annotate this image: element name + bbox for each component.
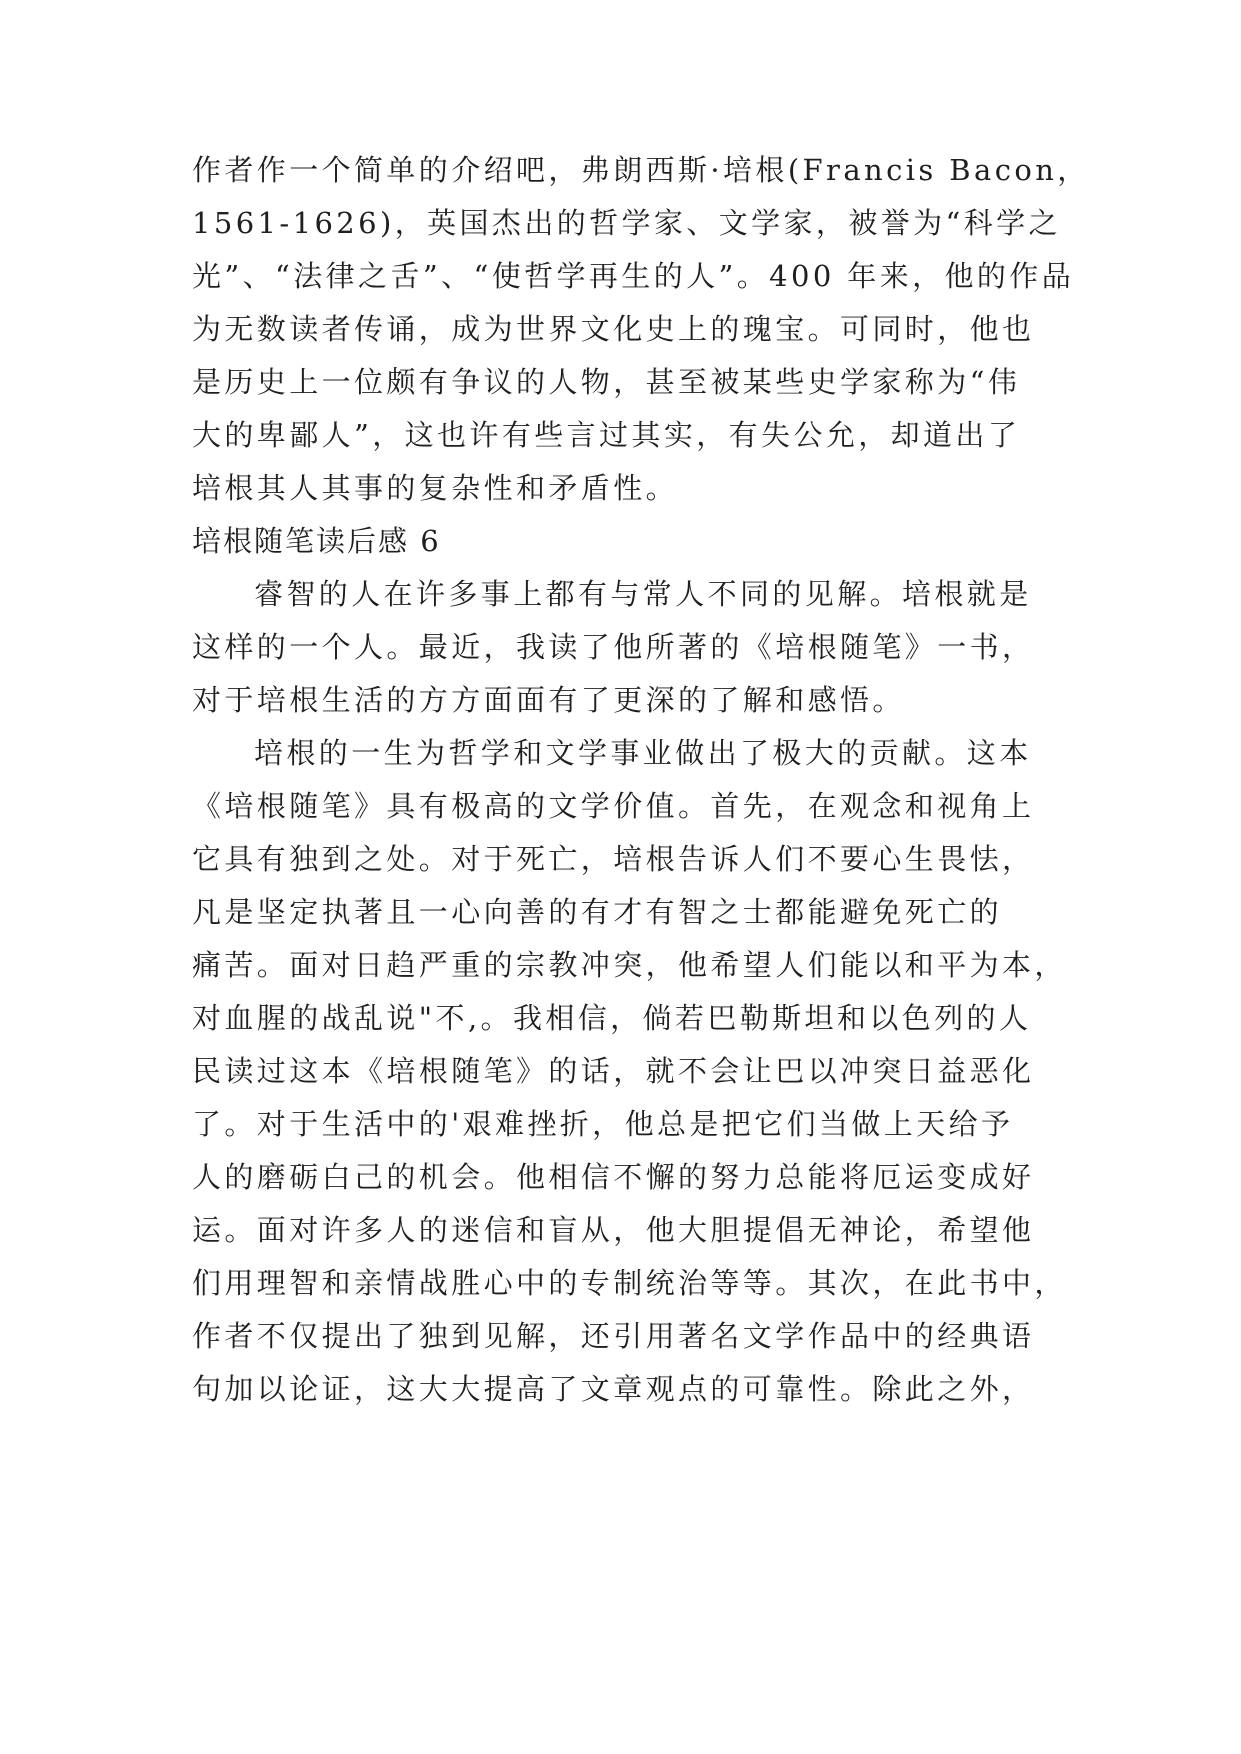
section-heading: 培根随笔读后感 6 bbox=[192, 524, 441, 558]
paragraph-line: 对血腥的战乱说"不,。我相信，倘若巴勒斯坦和以色列的人 bbox=[192, 1001, 1032, 1035]
paragraph-line: 这样的一个人。最近，我读了他所著的《培根随笔》一书， bbox=[192, 630, 1035, 664]
paragraph-line: 为无数读者传诵，成为世界文化史上的瑰宝。可同时，他也 bbox=[192, 312, 1035, 346]
paragraph-line: 是历史上一位颇有争议的人物，甚至被某些史学家称为“伟 bbox=[192, 365, 1021, 399]
paragraph-line: 句加以论证，这大大提高了文章观点的可靠性。除此之外， bbox=[192, 1372, 1035, 1406]
paragraph-line: 了。对于生活中的'艰难挫折，他总是把它们当做上天给予 bbox=[192, 1107, 1014, 1141]
paragraph-line: 培根的一生为哲学和文学事业做出了极大的贡献。这本 bbox=[254, 736, 1032, 770]
paragraph-line: 运。面对许多人的迷信和盲从，他大胆提倡无神论，希望他 bbox=[192, 1213, 1035, 1247]
paragraph-line: 它具有独到之处。对于死亡，培根告诉人们不要心生畏怯， bbox=[192, 842, 1035, 876]
paragraph-line: 民读过这本《培根随笔》的话，就不会让巴以冲突日益恶化 bbox=[192, 1054, 1035, 1088]
paragraph-line: 睿智的人在许多事上都有与常人不同的见解。培根就是 bbox=[254, 577, 1032, 611]
paragraph-line: 《培根随笔》具有极高的文学价值。首先，在观念和视角上 bbox=[192, 789, 1035, 823]
paragraph-line: 痛苦。面对日趋严重的宗教冲突，他希望人们能以和平为本， bbox=[192, 948, 1067, 982]
paragraph-line: 作者不仅提出了独到见解，还引用著名文学作品中的经典语 bbox=[192, 1319, 1035, 1353]
paragraph-line: 大的卑鄙人”，这也许有些言过其实，有失公允，却道出了 bbox=[192, 418, 1021, 452]
paragraph-line: 作者作一个简单的介绍吧，弗朗西斯·培根(Francis Bacon， bbox=[192, 153, 1090, 187]
paragraph-line: 们用理智和亲情战胜心中的专制统治等等。其次，在此书中， bbox=[192, 1266, 1067, 1300]
paragraph-line: 凡是坚定执著且一心向善的有才有智之士都能避免死亡的 bbox=[192, 895, 1003, 929]
paragraph-line: 培根其人其事的复杂性和矛盾性。 bbox=[192, 471, 679, 505]
paragraph-line: 1561-1626)，英国杰出的哲学家、文学家，被誉为“科学之 bbox=[192, 206, 1061, 240]
paragraph-line: 光”、“法律之舌”、“使哲学再生的人”。400 年来，他的作品 bbox=[192, 259, 1075, 293]
paragraph-line: 人的磨砺白己的机会。他相信不懈的努力总能将厄运变成好 bbox=[192, 1160, 1035, 1194]
paragraph-line: 对于培根生活的方方面面有了更深的了解和感悟。 bbox=[192, 683, 905, 717]
